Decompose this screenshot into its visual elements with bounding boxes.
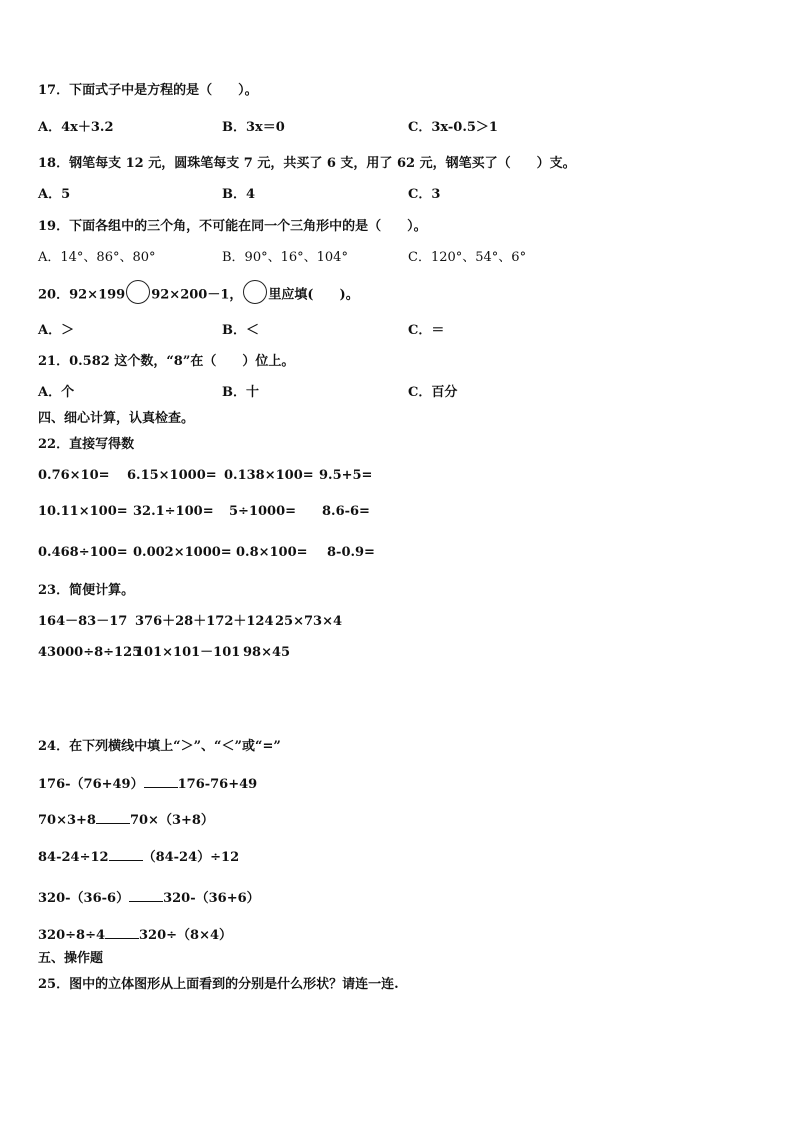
q24-item-5 (38, 926, 232, 944)
q22-r1-c3: 0.138×100= (224, 468, 314, 483)
q23-r2-c2: 101×101－101 (135, 645, 241, 660)
q24-item-4-left: 320-（36-6） (38, 891, 130, 906)
q24-item-2-left: 70×3+8 (38, 813, 96, 828)
question-18-stem: 18．钢笔每支 12 元，圆珠笔每支 7 元，共买了 6 支，用了 62 元，钢笔买了（ ）支。 (38, 156, 576, 171)
q24-item-4-blank[interactable] (129, 889, 163, 902)
q20-stem-part2: 92×200－1， (151, 287, 243, 303)
q23-r2-c1: 43000÷8÷125 (38, 645, 142, 660)
q22-r3-c2: 0.002×1000= (133, 545, 232, 560)
q17-option-a[interactable]: A．4x＋3.2 (38, 120, 114, 135)
q24-item-5-right: 320÷（8×4） (139, 928, 233, 943)
question-23-stem: 23．简便计算。 (38, 583, 135, 598)
q22-r3-c1: 0.468÷100= (38, 545, 128, 560)
q24-item-3-blank[interactable] (109, 848, 143, 861)
q19-option-b[interactable]: B．90°、16°、104° (222, 250, 348, 265)
q24-item-1 (38, 775, 257, 793)
question-25-stem: 25．图中的立体图形从上面看到的分别是什么形状？请连一连. (38, 977, 399, 992)
q24-item-2 (38, 811, 214, 829)
q18-option-c[interactable]: C．3 (408, 187, 441, 202)
question-20-stem (38, 286, 359, 304)
q17-option-c[interactable]: C．3x-0.5＞1 (408, 120, 498, 135)
q24-item-1-left: 176-（76+49） (38, 777, 144, 792)
q24-item-5-blank[interactable] (105, 926, 139, 939)
q19-option-c[interactable]: C．120°、54°、6° (408, 250, 527, 265)
q20-option-c[interactable]: C．＝ (408, 323, 445, 338)
q22-r3-c4: 8-0.9= (327, 545, 375, 560)
answer-circle-1[interactable] (126, 280, 150, 304)
question-21-stem: 21．0.582 这个数，“8”在（ ）位上。 (38, 354, 295, 369)
q22-r1-c1: 0.76×10= (38, 468, 110, 483)
q24-item-2-right: 70×（3+8） (129, 813, 214, 828)
q22-r1-c4: 9.5+5= (319, 468, 373, 483)
q24-item-3-right: （84-24）÷12 (142, 850, 240, 865)
q18-option-a[interactable]: A．5 (38, 187, 71, 202)
q20-option-b[interactable]: B．＜ (222, 323, 259, 338)
q22-r3-c3: 0.8×100= (236, 545, 308, 560)
q20-stem-part3: 里应填( )。 (268, 287, 359, 303)
q22-r2-c2: 32.1÷100= (133, 504, 214, 519)
q24-item-1-right: 176-76+49 (177, 777, 258, 792)
q19-option-a[interactable]: A．14°、86°、80° (38, 250, 156, 265)
q24-item-3-left: 84-24÷12 (38, 850, 109, 865)
question-22-stem: 22．直接写得数 (38, 437, 135, 452)
question-19-stem: 19．下面各组中的三个角，不可能在同一个三角形中的是（ ）。 (38, 219, 427, 234)
q22-r1-c2: 6.15×1000= (127, 468, 217, 483)
q23-r2-c3: 98×45 (243, 645, 291, 660)
q23-r1-c3: 25×73×4 (275, 614, 343, 629)
q18-option-b[interactable]: B．4 (222, 187, 256, 202)
q23-r1-c2: 376＋28＋172＋124 (135, 614, 274, 629)
question-24-stem: 24．在下列横线中填上“＞”、“＜”或“=” (38, 739, 281, 754)
q24-item-1-blank[interactable] (144, 775, 178, 788)
q21-option-a[interactable]: A．个 (38, 385, 75, 400)
answer-circle-2 (243, 280, 267, 304)
section-5-heading: 五、操作题 (38, 951, 104, 966)
q24-item-2-blank[interactable] (96, 811, 130, 824)
section-4-heading: 四、细心计算，认真检查。 (38, 411, 195, 426)
q22-r2-c4: 8.6-6= (322, 504, 370, 519)
q24-item-5-left: 320÷8÷4 (38, 928, 106, 943)
q20-option-a[interactable]: A．＞ (38, 323, 75, 338)
q22-r2-c3: 5÷1000= (229, 504, 297, 519)
q24-item-4 (38, 889, 260, 907)
q21-option-c[interactable]: C．百分 (408, 385, 458, 400)
q24-item-4-right: 320-（36+6） (163, 891, 260, 906)
q20-stem-part1: 20．92×199 (38, 287, 126, 303)
q23-r1-c1: 164－83－17 (38, 614, 128, 629)
q21-option-b[interactable]: B．十 (222, 385, 259, 400)
q17-option-b[interactable]: B．3x＝0 (222, 120, 285, 135)
q24-item-3 (38, 848, 239, 866)
q22-r2-c1: 10.11×100= (38, 504, 128, 519)
question-17-stem: 17．下面式子中是方程的是（ ）。 (38, 83, 258, 98)
